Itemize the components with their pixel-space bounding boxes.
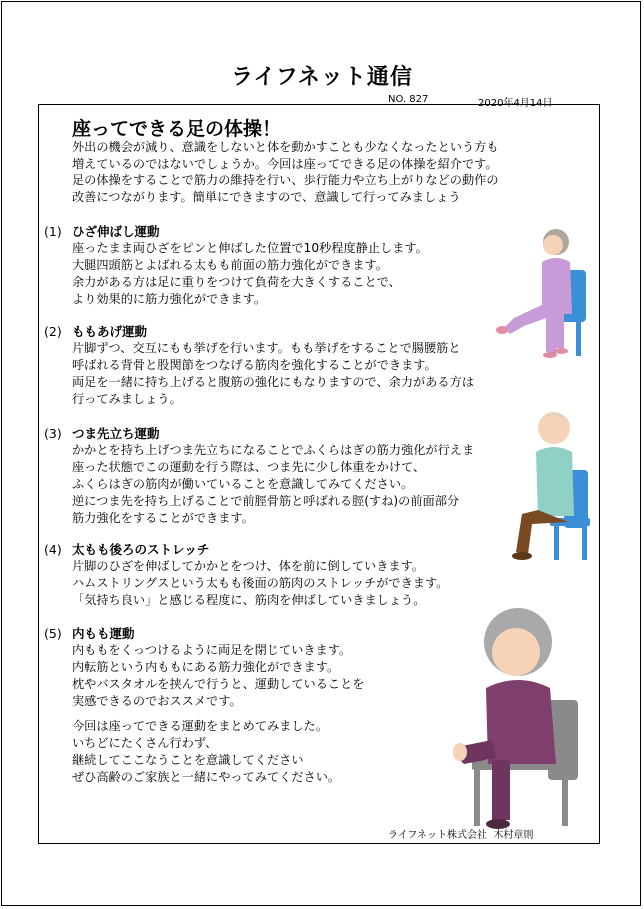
section-line: 両足を一緒に持ち上げると腹筋の強化にもなりますので、余力がある方は [72,375,474,389]
section-title-row [44,624,365,642]
section-line: 呼ばれる背骨と股関節をつなげる筋肉を強化することができます。 [72,358,437,372]
section-number: (1) [44,224,62,239]
man-toe-raise-illustration [508,404,594,564]
section-line: 筋力強化をすることができます。 [72,511,254,525]
section-body [44,340,474,408]
intro-line: 足の体操をすることで筋力の維持を行い、歩行能力や立ち上がりなどの動作の [72,173,499,187]
section-body [44,642,365,710]
intro-line: 増えているのではないでしょうか。今回は座ってできる足の体操を紹介です。 [72,156,498,171]
section-line: 「気持ち良い」と感じる程度に、筋肉を伸ばしていきましょう。 [72,593,426,607]
section-title-row [44,222,428,240]
author-signature: ライフネット株式会社 木村章則 [388,830,534,841]
section-line: 片脚のひざを伸ばしてかかとをつけ、体を前に倒していきます。 [72,559,424,573]
closing-line: 継続してここなうことを意識してください [72,753,304,767]
exercise-section [44,424,562,527]
woman-knee-extension-illustration [494,222,594,362]
section-line: 座ったまま両ひざをピンと伸ばした位置で10秒程度静止します。 [72,241,428,255]
section-number: (5) [44,626,62,641]
section-title-row [44,424,562,442]
section-title: つま先立ち運動 [72,426,160,441]
section-line: 余力がある方は足に重りをつけて負荷を大きくすることで、 [72,275,401,289]
section-title: ひざ伸ばし運動 [72,224,160,239]
section-line: 行ってみましょう。 [72,392,182,406]
article-heading: 座ってできる足の体操！ [72,118,282,140]
section-title-row [44,322,474,340]
section-title: 内もも運動 [72,626,135,641]
section-line: 枕やバスタオルを挟んで行うと、運動していることを [72,677,365,691]
closing-line: ぜひ高齢のご家族と一緒にやってみてください。 [72,770,341,784]
section-title: 太もも後ろのストレッチ [72,542,210,557]
section-line: より効果的に筋力強化ができます。 [72,292,267,306]
issue-number: NO. 827 [388,94,429,105]
section-line: 座った状態でこの運動を行う際は、つま先に少し体重をかけて、 [72,460,426,474]
section-number: (4) [44,542,62,557]
section-line: ハムストリングスという太もも後面の筋肉のストレッチができます。 [72,576,449,590]
exercise-section [44,222,428,308]
section-line: 実感できるのでおススメです。 [72,694,242,708]
section-line: 内転筋という内ももにある筋力強化ができます。 [72,660,340,674]
section-line: 片脚ずつ、交互にもも挙げを行います。もも挙げをすることで腸腰筋と [72,341,461,355]
section-title: ももあげ運動 [72,324,148,339]
section-line: 内ももをくっつけるように両足を閉じていきます。 [72,643,352,657]
section-body [44,240,428,308]
section-title-row [44,540,448,558]
section-number: (2) [44,324,62,339]
closing-line: 今回は座ってできる運動をまとめてみました。 [72,719,328,733]
intro-line: 外出の機会が減り、意識をしないと体を動かすことも少なくなったという方も [72,140,499,154]
exercise-section [44,540,448,609]
section-line: ふくらはぎの筋肉が働いていることを意識してみてください。 [72,477,414,491]
closing-message [72,718,340,786]
section-line: 大腿四頭筋とよばれる太もも前面の筋力強化ができます。 [72,258,388,272]
article-intro [72,139,499,205]
intro-line: 改善につながります。簡単にできますので、意識して行ってみましょう [72,189,461,204]
section-line: かかとを持ち上げつま先立ちになることでふくらはぎの筋力強化が行えま [72,443,475,457]
issue-date: 2020年4月14日 [478,98,553,109]
exercise-section [44,624,365,710]
newsletter-title: ライフネット通信 [231,65,413,90]
closing-line: いちどにたくさん行わず、 [72,736,218,750]
section-number: (3) [44,426,62,441]
section-body [44,442,562,527]
section-line: 逆につま先を持ち上げることで前脛骨筋と呼ばれる脛(すね)の前面部分 [72,494,460,508]
exercise-section [44,322,474,408]
section-body [44,558,448,609]
woman-thigh-exercise-illustration [452,600,598,830]
